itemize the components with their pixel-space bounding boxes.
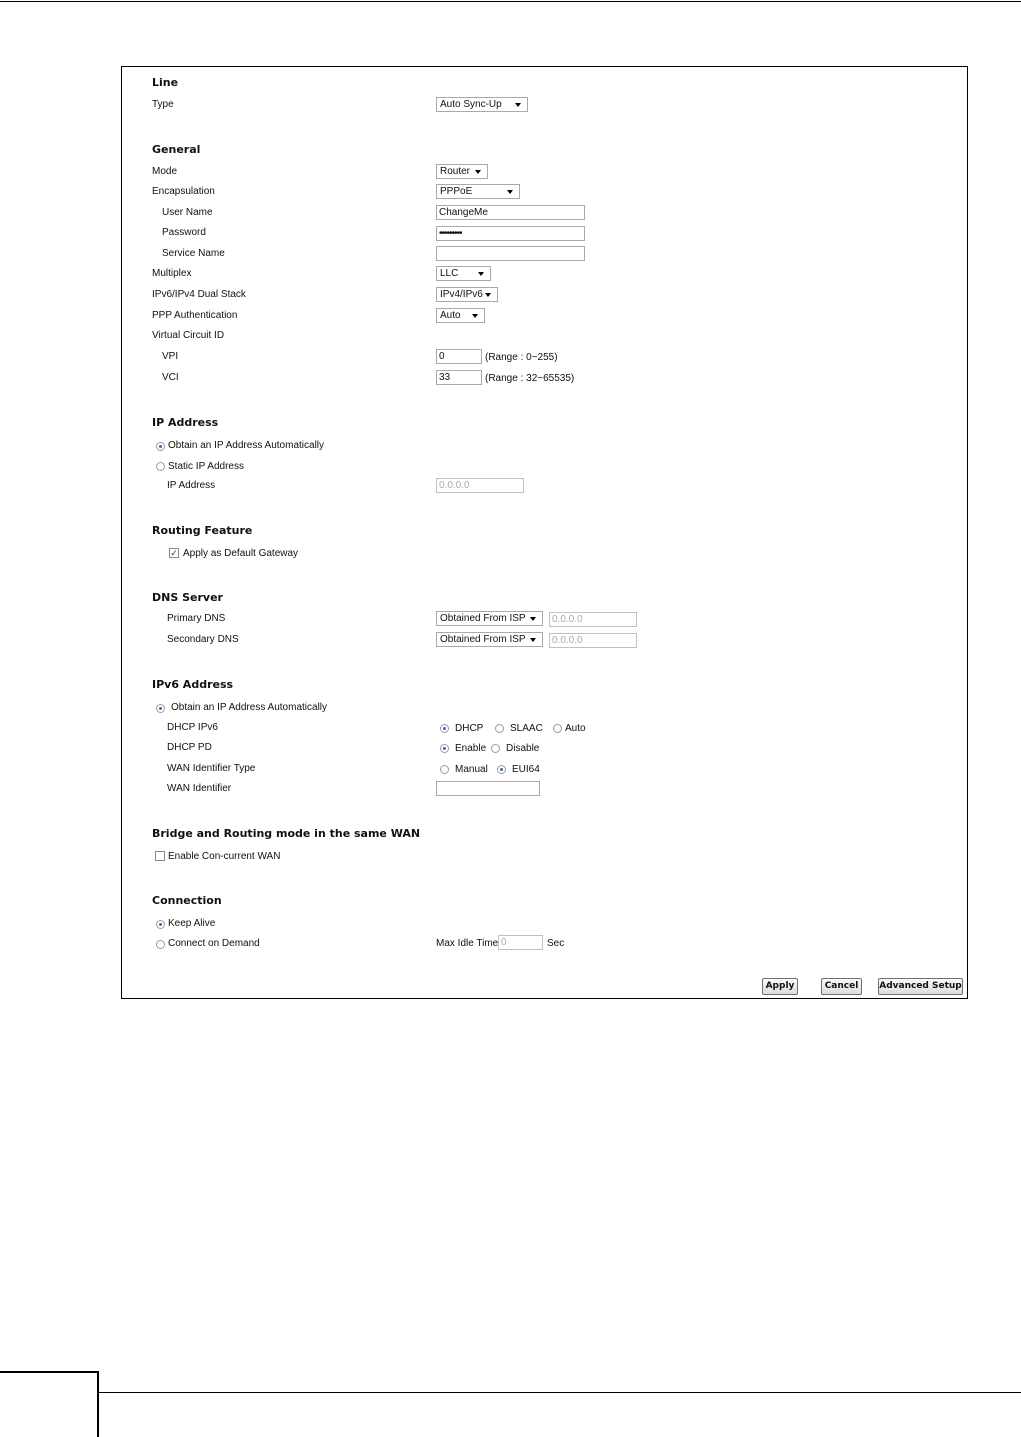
mode-select[interactable] (436, 164, 488, 179)
connect-on-demand-label: Connect on Demand (168, 938, 260, 949)
obtain-ip-auto-label: Obtain an IP Address Automatically (168, 440, 325, 451)
footer-rule (99, 1392, 1021, 1393)
page-number-box (0, 1371, 99, 1437)
dhcp-pd-disable-radio[interactable] (491, 744, 500, 753)
ipv6-obtain-auto-radio[interactable] (156, 704, 165, 713)
chevron-down-icon (475, 170, 481, 174)
wan-id-input[interactable] (436, 781, 540, 796)
auto-option-label: Auto (565, 723, 586, 734)
primary-dns-select-value: Obtained From ISP (440, 613, 526, 624)
cancel-button[interactable]: Cancel (821, 978, 862, 995)
primary-dns-label: Primary DNS (167, 613, 226, 624)
primary-dns-select[interactable] (436, 611, 543, 626)
section-routing-heading: Routing Feature (152, 524, 253, 537)
ipv6-obtain-auto-label: Obtain an IP Address Automatically (171, 702, 328, 713)
user-name-label: User Name (162, 207, 213, 218)
dhcp-option-label: DHCP (455, 723, 484, 734)
chevron-down-icon (485, 293, 491, 297)
wan-id-manual-radio[interactable] (440, 765, 449, 774)
dual-stack-select[interactable] (436, 287, 498, 302)
multiplex-label: Multiplex (152, 268, 192, 279)
keep-alive-radio[interactable] (156, 920, 165, 929)
header-rule (0, 1, 1021, 2)
ip-address-input[interactable]: 0.0.0.0 (436, 478, 524, 493)
static-ip-radio[interactable] (156, 462, 165, 471)
concurrent-wan-checkbox[interactable] (155, 851, 165, 861)
primary-dns-input[interactable]: 0.0.0.0 (549, 612, 637, 627)
encapsulation-label: Encapsulation (152, 186, 215, 197)
encapsulation-select-value: PPPoE (440, 186, 473, 197)
wan-id-type-label: WAN Identifier Type (167, 763, 256, 774)
section-dns-heading: DNS Server (152, 591, 223, 604)
vci-label: VCI (162, 372, 179, 383)
chevron-down-icon (472, 314, 478, 318)
chevron-down-icon (530, 638, 536, 642)
encapsulation-select[interactable] (436, 184, 520, 199)
virtual-circuit-id-label: Virtual Circuit ID (152, 330, 225, 341)
max-idle-time-input[interactable]: 0 (498, 935, 543, 950)
advanced-setup-button[interactable]: Advanced Setup (878, 978, 963, 995)
chevron-down-icon (530, 617, 536, 621)
password-label: Password (162, 227, 206, 238)
section-bridge-heading: Bridge and Routing mode in the same WAN (152, 827, 421, 840)
vci-input[interactable]: 33 (436, 370, 482, 385)
eui64-option-label: EUI64 (512, 764, 540, 775)
section-ip-address-heading: IP Address (152, 416, 219, 429)
section-general-heading: General (152, 143, 201, 156)
chevron-down-icon (515, 103, 521, 107)
chevron-down-icon (507, 190, 513, 194)
service-name-input[interactable] (436, 246, 585, 261)
slaac-option-label: SLAAC (510, 723, 543, 734)
chevron-down-icon (478, 272, 484, 276)
wan-id-label: WAN Identifier (167, 783, 232, 794)
sec-unit-label: Sec (547, 938, 565, 949)
manual-option-label: Manual (455, 764, 488, 775)
dual-stack-label: IPv6/IPv4 Dual Stack (152, 289, 246, 300)
max-idle-time-label: Max Idle Time (436, 938, 499, 949)
concurrent-wan-label: Enable Con-current WAN (168, 851, 281, 862)
section-line-heading: Line (152, 76, 179, 89)
secondary-dns-input[interactable]: 0.0.0.0 (549, 633, 637, 648)
vpi-range-text: (Range : 0~255) (485, 352, 558, 363)
dhcp-ipv6-label: DHCP IPv6 (167, 722, 218, 733)
password-input[interactable]: ••••••••• (436, 226, 585, 241)
enable-option-label: Enable (455, 743, 487, 754)
apply-button[interactable]: Apply (762, 978, 798, 995)
connect-on-demand-radio[interactable] (156, 940, 165, 949)
dhcp-ipv6-auto-radio[interactable] (553, 724, 562, 733)
disable-option-label: Disable (506, 743, 540, 754)
dhcp-pd-label: DHCP PD (167, 742, 212, 753)
default-gateway-checkbox[interactable]: ✓ (170, 548, 178, 558)
type-select-value: Auto Sync-Up (440, 99, 502, 110)
ppp-auth-select[interactable] (436, 308, 485, 323)
default-gateway-label: Apply as Default Gateway (183, 548, 299, 559)
static-ip-label: Static IP Address (168, 461, 244, 472)
section-ipv6-heading: IPv6 Address (152, 678, 234, 691)
secondary-dns-select[interactable] (436, 632, 543, 647)
multiplex-select-value: LLC (440, 268, 459, 279)
secondary-dns-label: Secondary DNS (167, 634, 239, 645)
type-select[interactable] (436, 97, 528, 112)
ppp-auth-select-value: Auto (440, 310, 461, 321)
dhcp-ipv6-slaac-radio[interactable] (495, 724, 504, 733)
vci-range-text: (Range : 32~65535) (485, 373, 575, 384)
mode-select-value: Router (440, 166, 471, 177)
ppp-auth-label: PPP Authentication (152, 310, 238, 321)
mode-label: Mode (152, 166, 178, 177)
dhcp-pd-enable-radio[interactable] (440, 744, 449, 753)
service-name-label: Service Name (162, 248, 225, 259)
dhcp-ipv6-dhcp-radio[interactable] (440, 724, 449, 733)
user-name-input[interactable]: ChangeMe (436, 205, 585, 220)
vpi-input[interactable]: 0 (436, 349, 482, 364)
dual-stack-select-value: IPv4/IPv6 (440, 289, 483, 300)
ip-address-label: IP Address (167, 480, 216, 491)
multiplex-select[interactable] (436, 266, 491, 281)
obtain-ip-auto-radio[interactable] (156, 442, 165, 451)
wan-id-eui64-radio[interactable] (497, 765, 506, 774)
type-label: Type (152, 99, 174, 110)
section-connection-heading: Connection (152, 894, 222, 907)
keep-alive-label: Keep Alive (168, 918, 216, 929)
secondary-dns-select-value: Obtained From ISP (440, 634, 526, 645)
vpi-label: VPI (162, 351, 179, 362)
